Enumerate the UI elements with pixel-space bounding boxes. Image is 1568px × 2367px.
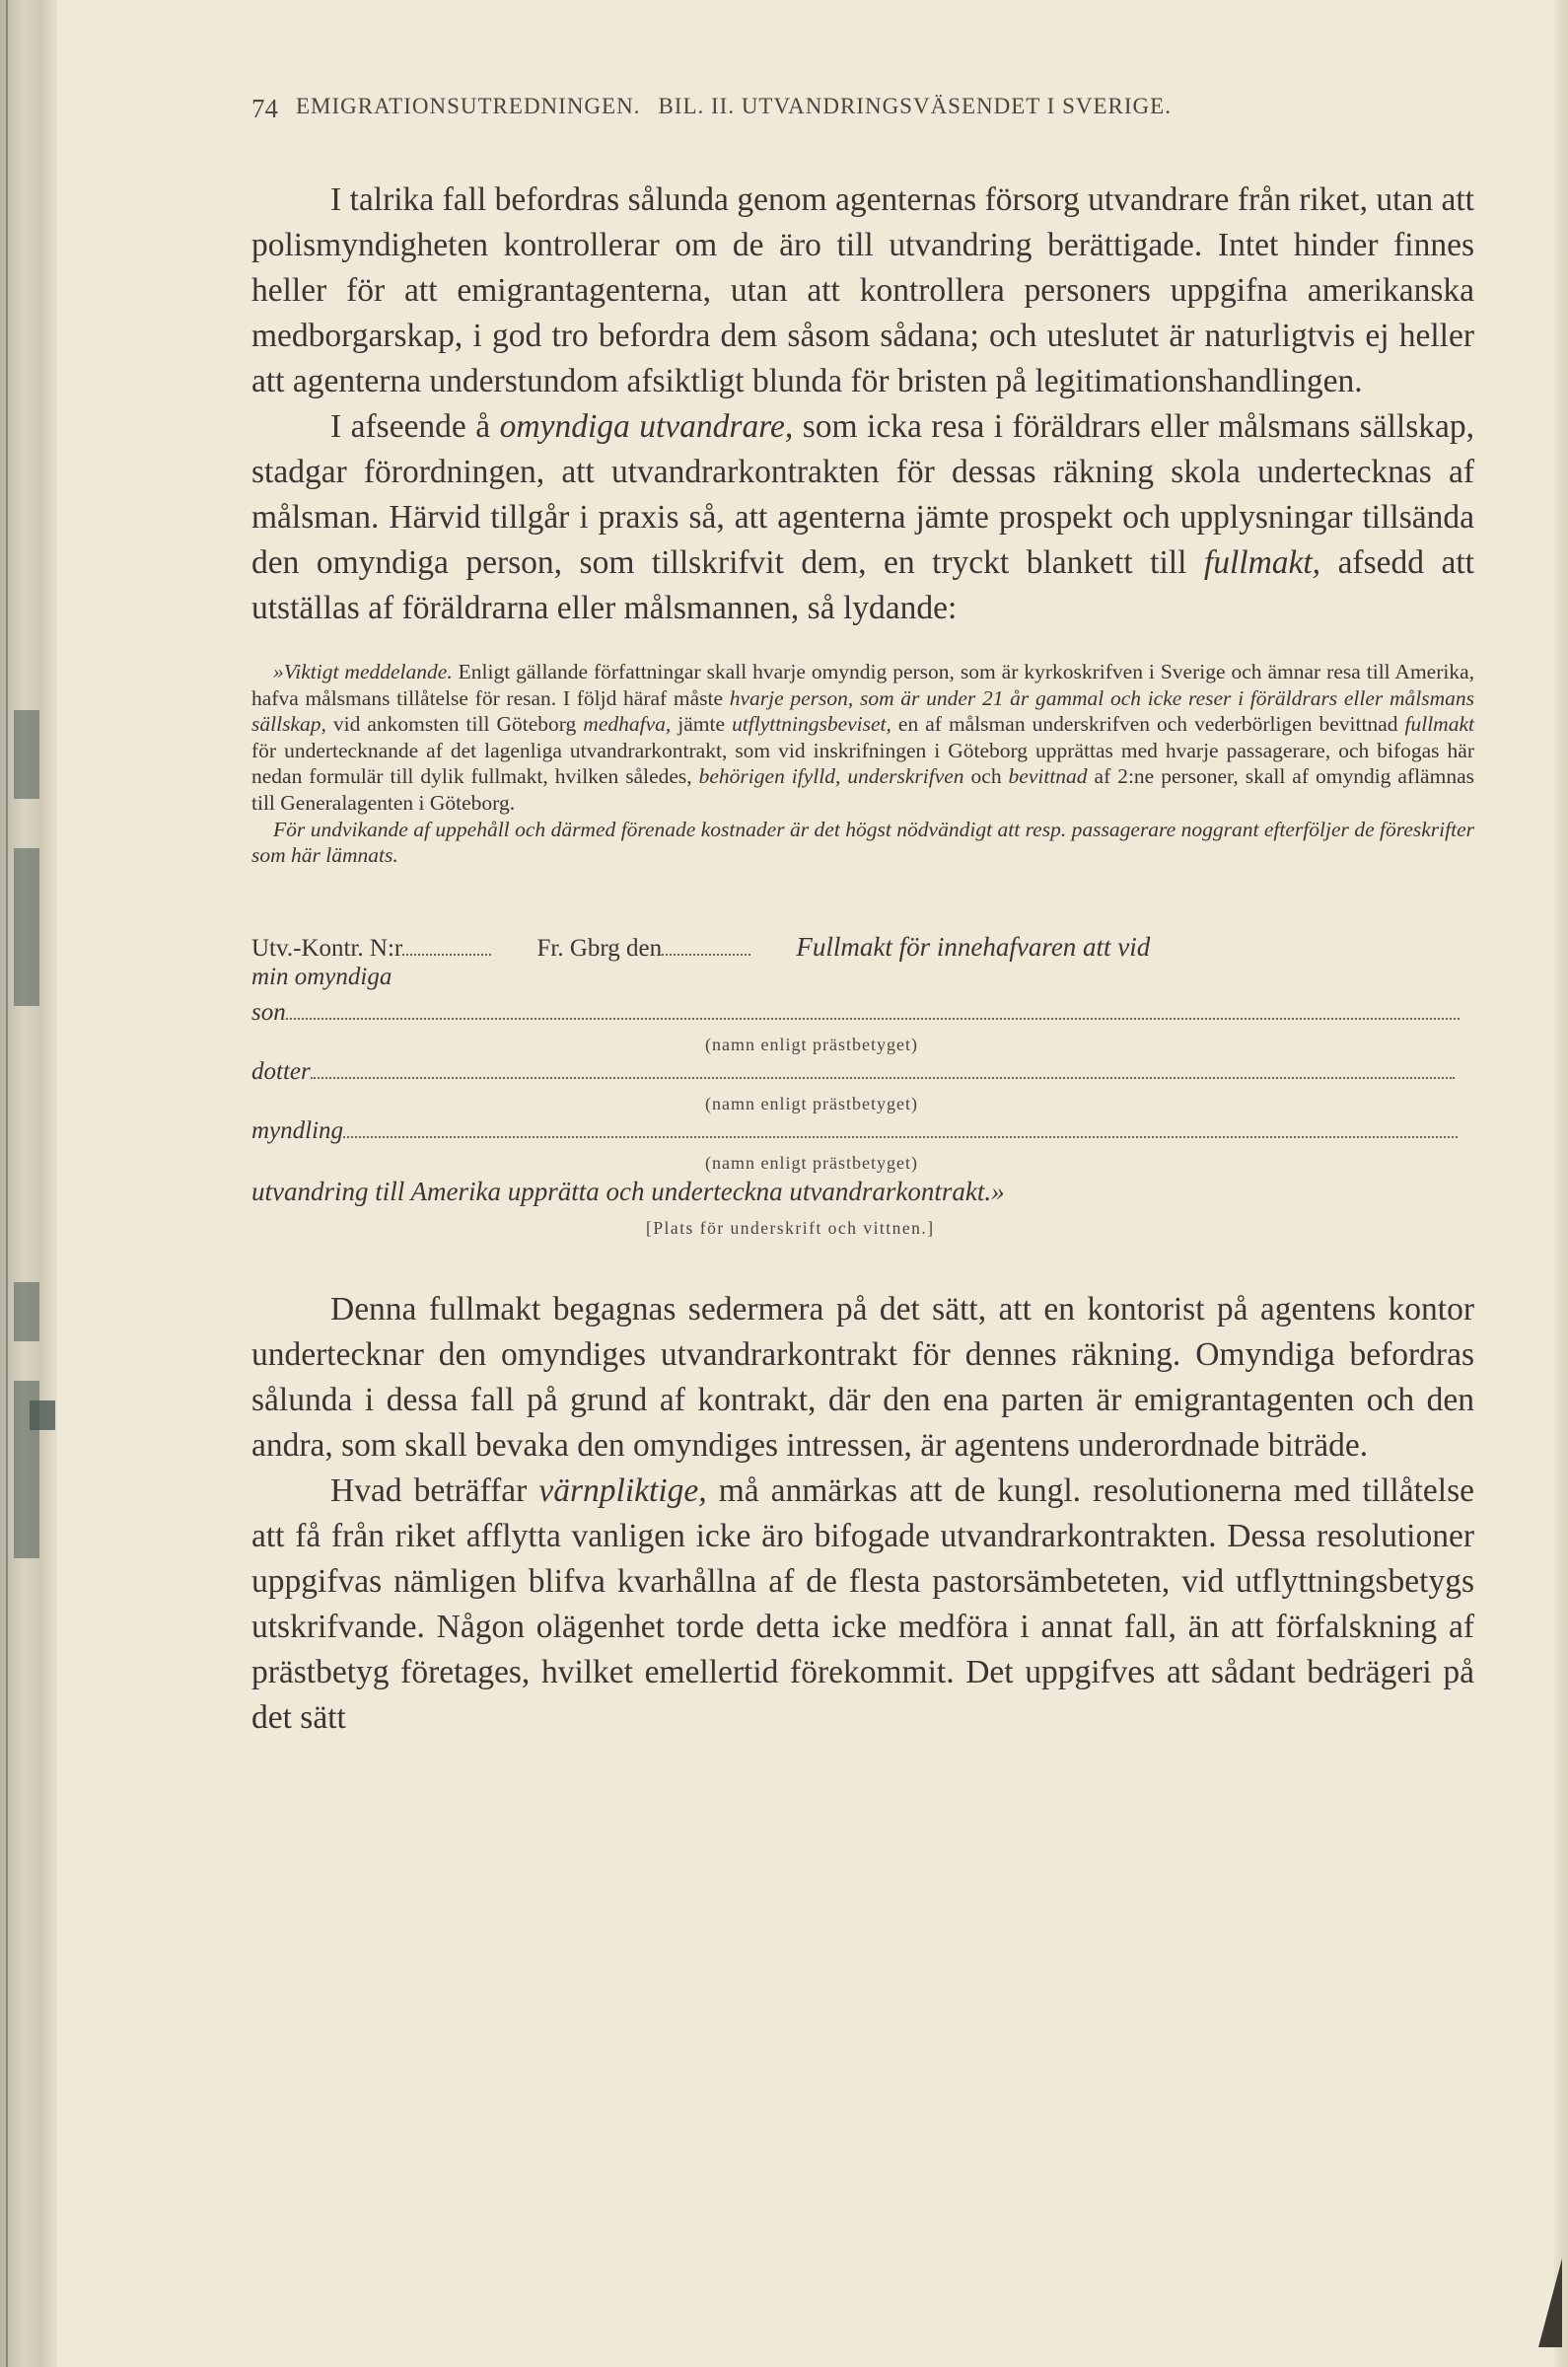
notice-italic: fullmakt [1404, 712, 1474, 737]
dotter-row [251, 1058, 1455, 1086]
myndling-row [251, 1117, 1458, 1145]
paragraph-3: Denna fullmakt begagnas sedermera på det sätt, att en kontorist på agentens kontor undertecknar den omyndiges utvandrarkontrakt för dennes räkning. Omyndiga befordras sålunda i dessa fall på grund af kontrakt, där den ena parten är emigrantagenten och den andra, som skall bevaka den omyndiges intressen, är agentens underordnade biträde. [251, 1290, 1474, 1464]
notice-text: och [963, 764, 1009, 789]
notice-text: för undertecknande af det lagenliga utvandrarkontrakt, som vid inskrifningen i Göteborg upprättas med hvarje passagerare, och bifogas här nedan formulär till dylik fullmakt, hvilken således, [251, 738, 1474, 789]
book-page [251, 94, 1474, 2303]
son-field [286, 1018, 1460, 1020]
quoted-notice [251, 659, 1474, 869]
binding-mark [30, 1400, 55, 1430]
book-binding [0, 0, 57, 2367]
binding-mark [14, 1282, 39, 1341]
notice-text: af 2:ne personer, skall af omyndig aflämnas till Generalagenten i Göteborg. [251, 764, 1474, 815]
paragraph-2 [251, 404, 1474, 631]
paragraph-2-text: I afseende å [330, 408, 500, 445]
notice-text: en af målsman underskrifven och vederbörligen bevittnad [891, 712, 1405, 737]
dotter-field [311, 1077, 1455, 1079]
binding-mark [14, 710, 39, 799]
gbrg-date-label: Fr. Gbrg den [536, 934, 663, 962]
myndling-label: myndling [251, 1116, 344, 1144]
paragraph-4-italic: värnpliktige, [538, 1471, 707, 1509]
myndling-name-hint: (namn enligt prästbetyget) [705, 1152, 918, 1173]
header-right-title: BIL. II. UTVANDRINGSVÄSENDET I SVERIGE. [658, 94, 1172, 118]
paragraph-4-text: Hvad beträffar [330, 1471, 539, 1509]
paragraph-2-italic: fullmakt, [1203, 544, 1321, 581]
paragraph-1: I talrika fall befordras sålunda genom agenternas försorg utvandrare från riket, utan att polismyndigheten kontrollerar om de äro till utvandring berättigade. Intet hinder finnes heller för att emigrantagenterna, utan att kontrollera personers uppgifna amerikanska medborgarskap, i god tro befordra dem såsom sådana; och uteslutet är naturligtvis ej heller att agenterna understundom afsiktligt blunda för bristen på legitimationshandlingen. [251, 181, 1474, 399]
running-head [251, 94, 1474, 124]
paragraph-2-text: som icka resa i föräldrars eller målsmans sällskap, stadgar förordningen, att utvandrarkontrakten för dessas räkning skola undertecknas af målsman. Härvid tillgår i praxis så, att agenterna jämte prospekt och upplysningar tillsända den omyndiga person, som tillskrifvit dem, en tryckt blankett till [251, 408, 1474, 581]
fullmakt-title: Fullmakt för innehafvaren att vid [796, 931, 1151, 962]
header-left-title: EMIGRATIONSUTREDNINGEN. [296, 94, 641, 118]
notice-text: vid ankomsten till Göteborg [325, 712, 584, 737]
notice-text: Enligt gällande författningar skall hvarje omyndig person, som är kyrkoskrifven i Sverige och ämnar resa till Amerika, hafva målsmans tillåtelse för resan. I följd häraf måste [251, 660, 1475, 710]
paragraph-2-text: afsedd att utställas af föräldrarna eller målsmannen, så lydande: [251, 544, 1474, 626]
contract-number-label: Utv.-Kontr. N:r [251, 934, 403, 962]
page-right-edge [1554, 0, 1568, 2367]
myndling-field [343, 1136, 1458, 1138]
notice-italic: utflyttningsbeviset, [732, 712, 891, 737]
notice-text: jämte [671, 712, 733, 737]
notice-paragraph-2: För undvikande af uppehåll och därmed förenade kostnader är det högst nödvändigt att resp. passagerare noggrant efterföljer de föreskrifter som här lämnats. [251, 817, 1474, 868]
contract-number-field [402, 954, 491, 956]
dotter-label: dotter [251, 1057, 311, 1085]
notice-paragraph-1 [251, 659, 1474, 817]
page-corner [1538, 2259, 1562, 2347]
paragraph-4 [251, 1469, 1474, 1741]
son-label: son [251, 998, 286, 1026]
paragraph-4-text: må anmärkas att de kungl. resolutionerna med tillåtelse att få från riket afflytta vanligen icke äro bifogade utvandrarkontrakten. Dessa resolutioner uppgifvas nämligen blifva kvarhållna af de flesta pastorsämbeteten, vid utflyttningsbetygs utskrifvande. Någon olägenhet torde detta icke medföra i annat fall, än att förfalskning af prästbetyg företages, hvilket emellertid förekommit. Det uppgifves att sådant bedrägeri på det sätt [251, 1471, 1474, 1736]
binding-edge-line [6, 0, 8, 2367]
son-row [251, 999, 1460, 1027]
paragraph-2-italic: omyndiga utvandrare, [499, 408, 794, 445]
form-closing-line: utvandring till Amerika upprätta och underteckna utvandrarkontrakt.» [251, 1176, 1005, 1206]
son-name-hint: (namn enligt prästbetyget) [705, 1034, 918, 1054]
fullmakt-form [251, 932, 1474, 1248]
signature-placeholder: [Plats för underskrift och vittnen.] [646, 1217, 935, 1238]
dotter-name-hint: (namn enligt prästbetyget) [705, 1093, 918, 1113]
form-header-row [251, 932, 1150, 963]
notice-italic: hvarje person, som är under 21 år gammal och icke reser i föräldrars eller målsmans sällskap, [251, 685, 1474, 737]
notice-heading: »Viktigt meddelande. [273, 660, 453, 683]
notice-italic: bevittnad [1008, 764, 1088, 789]
page-number: 74 [251, 94, 278, 123]
binding-mark [14, 848, 39, 1006]
notice-italic: behörigen ifylld, underskrifven [698, 764, 964, 789]
notice-italic: medhafva, [583, 712, 672, 737]
form-omyndiga-label: min omyndiga [251, 963, 392, 990]
gbrg-date-field [662, 954, 750, 956]
